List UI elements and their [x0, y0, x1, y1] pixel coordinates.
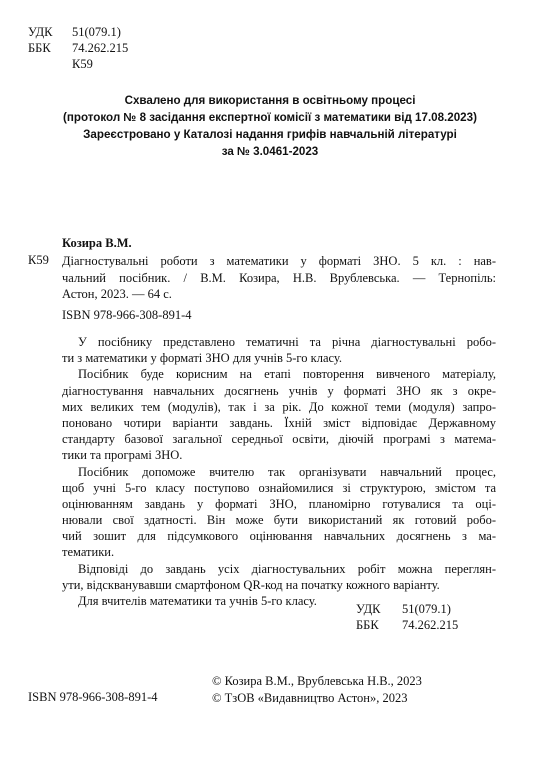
udk-value: 51(079.1): [72, 25, 121, 39]
classification-top: [28, 24, 128, 72]
copyright-line: © ТзОВ «Видавництво Астон», 2023: [212, 691, 408, 705]
annotation-line: стандарту базової загальної середньої освіти, діючій програмі з матема-: [62, 432, 496, 447]
copyright-block: [212, 673, 422, 707]
annotation-line: щоб учні 5-го класу поступово ознайомилися зі структурою, змістом та: [62, 480, 496, 495]
annotation-line: Посібник буде корисним на етапі повторення вивченого матеріалу,: [78, 367, 496, 382]
approval-line: Зареєстровано у Каталозі надання грифів навчальній літературі: [83, 128, 457, 141]
annotation-line: нювали свої здатності. Він може бути використаний як готовий робо-: [62, 513, 496, 528]
annotation-line: поновано чотири варіанти завдань. Їхній зміст відповідає Державному: [62, 415, 496, 430]
annotation-line: Для вчителів математики та учнів 5-го класу.: [78, 594, 317, 608]
annotation-line: ти з математики у форматі ЗНО для учнів 5-го класу.: [62, 351, 342, 366]
isbn: ISBN 978-966-308-891-4: [62, 308, 192, 322]
biblio-line: Діагностувальні роботи з математики у форматі ЗНО. 5 кл. : нав-: [62, 254, 496, 268]
udk-label: УДК: [356, 602, 381, 616]
annotation-line: чий зошит для підсумкового оцінювання навчальних досягнень з ма-: [62, 529, 496, 544]
approval-block: [0, 92, 540, 160]
biblio-line: чальний посібник. / В.М. Козира, Н.В. Врублевська. — Тернопіль:: [62, 270, 496, 285]
annotation-line: мих великих тем (модулів), так і за рік. До кожної теми (модуля) запро-: [62, 399, 496, 414]
author-mark: К59: [28, 253, 49, 267]
annotation-line: діагностування навчальних досягнень учнів у форматі ЗНО як з окре-: [62, 383, 496, 398]
udk-value: 51(079.1): [402, 602, 451, 616]
author-mark-top: К59: [72, 57, 93, 71]
bbk-value: 74.262.215: [72, 41, 129, 55]
approval-line: (протокол № 8 засідання експертної комісії з математики від 17.08.2023): [63, 111, 477, 124]
bbk-value: 74.262.215: [402, 618, 459, 632]
annotation-line: Відповіді до завдань усіх діагностувальних робіт можна переглян-: [78, 561, 496, 576]
isbn-bottom: ISBN 978-966-308-891-4: [28, 690, 158, 704]
author-name: Козира В.М.: [62, 236, 132, 250]
annotation-line: У посібнику представлено тематичні та річна діагностувальні робо-: [78, 335, 496, 349]
biblio-line: Астон, 2023. — 64 с.: [62, 287, 172, 301]
classification-bottom: [356, 601, 458, 633]
copyright-line: © Козира В.М., Врублевська Н.В., 2023: [212, 674, 422, 688]
annotation-line: тематики.: [62, 545, 115, 560]
annotation-line: Посібник допоможе вчителю так організувати навчальний процес,: [78, 464, 496, 479]
bbk-label: ББК: [28, 41, 51, 55]
annotation-line: тики та програмі ЗНО.: [62, 448, 183, 463]
annotation: [62, 334, 496, 609]
bbk-label: ББК: [356, 618, 379, 632]
annotation-line: ути, відскванувавши смартфоном QR-код на початку кожного варіанту.: [62, 577, 440, 592]
annotation-line: оцінюванням завдань у форматі ЗНО, планомірно готувалися та оці-: [62, 496, 496, 511]
udk-label: УДК: [28, 25, 53, 39]
approval-line: Схвалено для використання в освітньому процесі: [124, 94, 416, 107]
bibliographic-description: [62, 253, 496, 303]
approval-line: за № 3.0461-2023: [221, 145, 319, 158]
